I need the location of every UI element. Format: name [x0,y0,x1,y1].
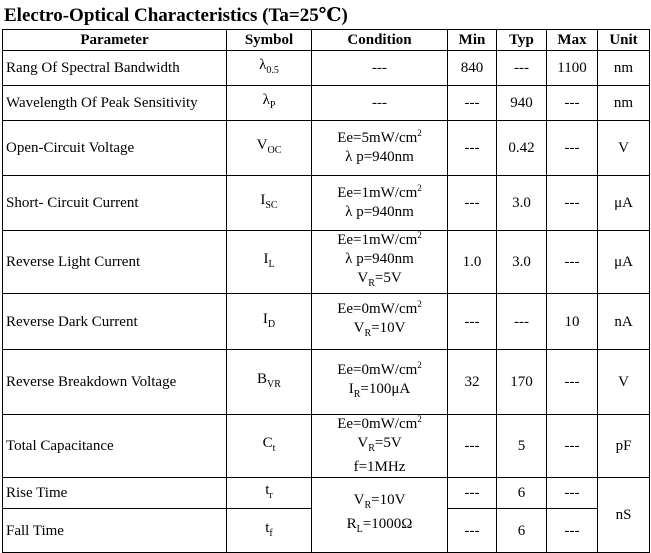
condition-irradiance: Ee=1mW/cm [337,232,418,248]
table-row [3,294,650,350]
symbol-sub: 0.5 [266,65,279,76]
typ-cell: --- [497,294,547,350]
typ-cell: 0.42 [497,121,547,176]
max-cell: --- [547,86,598,121]
header-unit: Unit [598,30,650,51]
characteristics-table [2,29,650,553]
header-typ: Typ [497,30,547,51]
symbol-main: λ [259,57,267,73]
table-row [3,478,650,509]
parameter-cell: Short- Circuit Current [3,176,227,231]
header-max: Max [547,30,598,51]
unit-cell: V [598,350,650,415]
typ-cell: 5 [497,415,547,478]
symbol-main: B [257,371,268,387]
max-cell: 1100 [547,51,598,86]
page-title: Electro-Optical Characteristics (Ta=25℃) [4,5,348,26]
condition-frequency: f=1MHz [353,459,406,475]
symbol-cell [227,415,312,478]
condition-current-value: =100μA [360,380,411,397]
symbol-cell [227,176,312,231]
condition-irradiance: Ee=0mW/cm [337,361,418,378]
symbol-cell [227,294,312,350]
symbol-main: I [262,310,268,327]
max-cell: --- [547,121,598,176]
header-parameter: Parameter [3,30,227,51]
unit-cell: pF [598,415,650,478]
condition-wavelength: λ p=940nm [345,149,414,165]
min-cell: --- [448,478,497,509]
symbol-cell [227,478,312,509]
condition-voltage-sub: R [364,500,372,511]
table-row [3,415,650,478]
table-row [3,51,650,86]
max-cell: 10 [547,294,598,350]
symbol-cell [227,121,312,176]
unit-cell: μA [598,231,650,294]
min-cell: --- [448,86,497,121]
condition-cell [312,176,448,231]
condition-voltage-symbol: V [357,270,369,286]
unit-cell: nm [598,86,650,121]
parameter-cell: Reverse Dark Current [3,294,227,350]
parameter-cell: Open-Circuit Voltage [3,121,227,176]
symbol-sub: t [272,443,276,454]
max-cell: --- [547,350,598,415]
symbol-main: t [265,519,270,536]
condition-voltage-value: =10V [371,492,406,508]
condition-voltage-sub: R [368,278,375,289]
symbol-sub: r [269,490,273,501]
symbol-sub: OC [267,145,282,156]
condition-cell [312,415,448,478]
header-min: Min [448,30,497,51]
min-cell: 32 [448,350,497,415]
typ-cell: 6 [497,478,547,509]
condition-cell [312,350,448,415]
condition-voltage-sub: R [364,328,372,339]
symbol-sub: VR [267,379,281,390]
condition-load-value: =1000Ω [362,516,413,532]
min-cell: 840 [448,51,497,86]
condition-cell: --- [312,51,448,86]
symbol-main: V [256,137,268,153]
max-cell: --- [547,176,598,231]
max-cell: --- [547,478,598,509]
parameter-cell: Rise Time [3,478,227,509]
table-header-row [3,30,650,51]
symbol-main: λ [262,92,270,108]
condition-voltage-symbol: V [353,492,365,508]
condition-voltage-value: =10V [371,320,406,336]
symbol-cell [227,51,312,86]
typ-cell: 940 [497,86,547,121]
min-cell: --- [448,415,497,478]
symbol-main: I [260,192,266,208]
typ-cell: 6 [497,509,547,553]
condition-voltage-value: =5V [374,435,402,451]
min-cell: --- [448,294,497,350]
min-cell: --- [448,121,497,176]
symbol-cell [227,86,312,121]
condition-irradiance: Ee=5mW/cm [337,130,418,146]
symbol-sub: f [269,527,273,539]
condition-voltage-symbol: V [353,320,365,336]
parameter-cell: Wavelength Of Peak Sensitivity [3,86,227,121]
condition-cell [312,294,448,350]
typ-cell: 3.0 [497,176,547,231]
condition-voltage-sub: R [368,443,375,454]
min-cell: 1.0 [448,231,497,294]
condition-irradiance: Ee=0mW/cm [337,301,418,317]
unit-cell: V [598,121,650,176]
table-row [3,121,650,176]
condition-sup: 2 [417,128,422,138]
max-cell: --- [547,231,598,294]
table-row [3,231,650,294]
condition-cell: --- [312,86,448,121]
symbol-cell [227,509,312,553]
table-row [3,350,650,415]
condition-cell [312,121,448,176]
min-cell: --- [448,176,497,231]
condition-load-symbol: R [346,516,357,532]
max-cell: --- [547,509,598,553]
typ-cell: 3.0 [497,231,547,294]
max-cell: --- [547,415,598,478]
unit-cell: nm [598,51,650,86]
symbol-cell [227,231,312,294]
condition-cell [312,231,448,294]
condition-cell-time [312,478,448,553]
parameter-cell: Reverse Breakdown Voltage [3,350,227,415]
condition-irradiance: Ee=1mW/cm [337,185,418,201]
symbol-sub: L [268,259,275,270]
min-cell: --- [448,509,497,553]
condition-sup: 2 [417,359,422,370]
parameter-cell: Reverse Light Current [3,231,227,294]
symbol-sub: P [269,100,276,111]
condition-current-symbol: I [348,380,354,397]
condition-load-sub: L [356,524,363,535]
condition-voltage-value: =5V [374,270,402,286]
header-condition: Condition [312,30,448,51]
condition-wavelength: λ p=940nm [345,204,414,220]
condition-voltage-symbol: V [357,435,369,451]
symbol-main: I [263,251,269,267]
condition-wavelength: λ p=940nm [345,251,414,267]
parameter-cell: Fall Time [3,509,227,553]
header-symbol: Symbol [227,30,312,51]
condition-sup: 2 [417,299,422,309]
condition-current-sub: R [353,388,361,400]
symbol-main: C [262,435,273,451]
unit-cell-time: nS [598,478,650,553]
condition-sup: 2 [417,414,422,424]
table-row [3,86,650,121]
condition-irradiance: Ee=0mW/cm [337,416,418,432]
unit-cell: nA [598,294,650,350]
unit-cell: μA [598,176,650,231]
parameter-cell: Rang Of Spectral Bandwidth [3,51,227,86]
table-row [3,176,650,231]
symbol-sub: SC [265,200,278,211]
condition-sup: 2 [417,183,422,193]
symbol-sub: D [267,318,276,330]
symbol-main: t [265,482,270,498]
parameter-cell: Total Capacitance [3,415,227,478]
typ-cell: 170 [497,350,547,415]
symbol-cell [227,350,312,415]
condition-sup: 2 [417,230,422,240]
typ-cell: --- [497,51,547,86]
